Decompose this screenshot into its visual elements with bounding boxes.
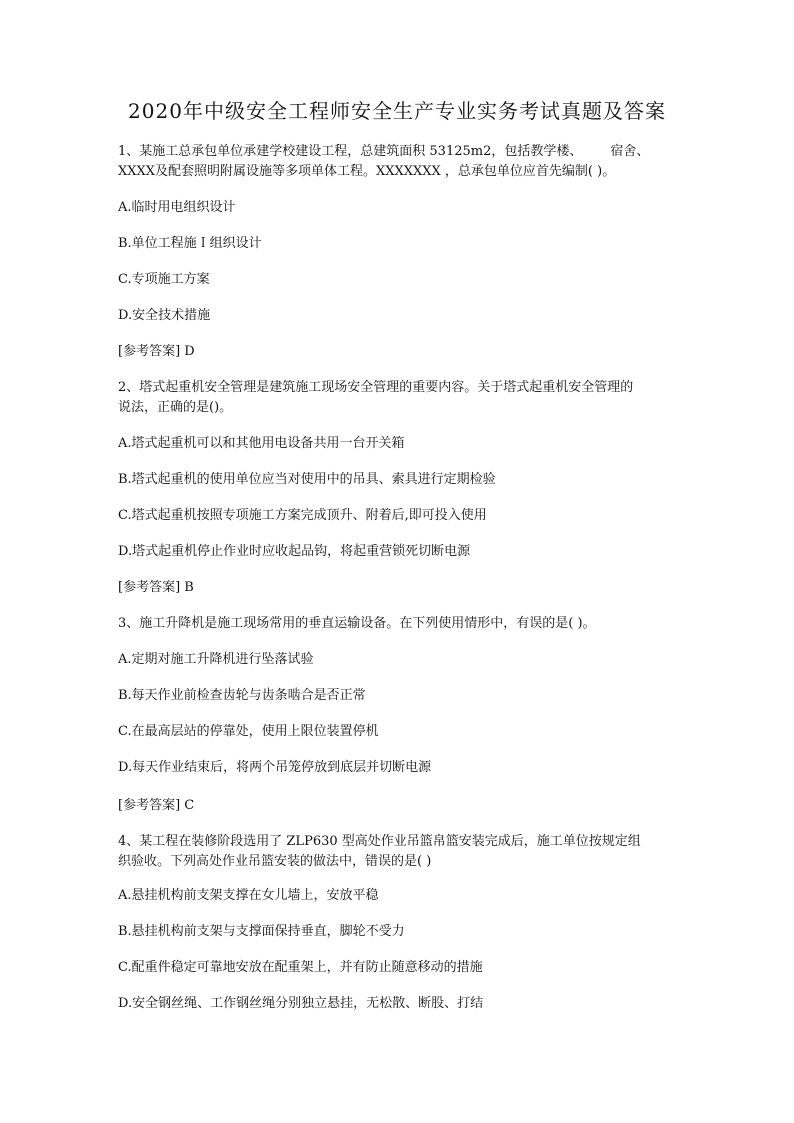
question-3-option-a: A.定期对施工升降机进行坠落试验 bbox=[118, 652, 314, 667]
question-1-stem-part-a: 1、某施工总承包单位承建学校建设工程，总建筑面积 53125m2，包括教学楼、 bbox=[118, 144, 583, 159]
question-3-answer: [参考答案] C bbox=[118, 798, 195, 813]
question-1-option-c: C.专项施工方案 bbox=[118, 272, 210, 287]
question-3-option-b: B.每天作业前检查齿轮与齿条啮合是否正常 bbox=[118, 688, 366, 703]
question-2-option-c: C.塔式起重机按照专项施工方案完成顶升、附着后,即可投入使用 bbox=[118, 508, 487, 523]
question-3-stem-line-1: 3、施工升降机是施工现场常用的垂直运输设备。在下列使用情形中，有误的是( )。 bbox=[118, 616, 596, 631]
question-2-option-b: B.塔式起重机的使用单位应当对使用中的吊具、索具进行定期检验 bbox=[118, 472, 496, 487]
question-2-stem-line-2: 说法，正确的是()。 bbox=[118, 400, 233, 415]
question-4-option-d: D.安全钢丝绳、工作钢丝绳分别独立悬挂，无松散、断股、打结 bbox=[118, 996, 484, 1011]
question-2-option-d: D.塔式起重机停止作业时应收起品钩，将起重营锁死切断电源 bbox=[118, 544, 471, 559]
question-4-stem-line-2: 织验收。下列高处作业吊篮安装的做法中，错误的是( ) bbox=[118, 854, 432, 869]
question-4-option-a: A.悬挂机构前支架支撑在女儿墙上，安放平稳 bbox=[118, 888, 379, 903]
question-3-option-d: D.每天作业结束后，将两个吊笼停放到底层并切断电源 bbox=[118, 760, 432, 775]
question-1-stem-line-1 bbox=[118, 142, 678, 162]
question-3-option-c: C.在最高层站的停靠处，使用上限位装置停机 bbox=[118, 724, 379, 739]
question-2-answer: [参考答案] B bbox=[118, 580, 194, 595]
question-4-stem-line-1: 4、某工程在装修阶段选用了 ZLP630 型高处作业吊篮帛篮安装完成后，施工单位按规定组 bbox=[118, 834, 641, 849]
question-1-option-b: B.单位工程施Ｉ组织设计 bbox=[118, 236, 262, 251]
question-4-option-b: B.悬挂机构前支架与支撑面保持垂直，脚轮不受力 bbox=[118, 924, 405, 939]
question-2-option-a: A.塔式起重机可以和其他用电设备共用一台开关箱 bbox=[118, 436, 405, 451]
question-1-stem-part-b: 宿舍、 bbox=[610, 144, 650, 159]
question-1-option-d: D.安全技术措施 bbox=[118, 308, 211, 323]
question-1-option-a: A.临时用电组织设计 bbox=[118, 200, 236, 215]
page-title: 2020年中级安全工程师安全生产专业实务考试真题及答案 bbox=[128, 99, 666, 123]
question-1-stem-line-2: XXXX及配套照明附属设施等多项单体工程。XXXXXXX ，总承包单位应首先编制( )。 bbox=[118, 164, 616, 179]
question-4-option-c: C.配重件稳定可靠地安放在配重架上，并有防止随意移动的措施 bbox=[118, 960, 483, 975]
question-1-answer: [参考答案] D bbox=[118, 344, 195, 359]
question-2-stem-line-1: 2、塔式起重机安全管理是建筑施工现场安全管理的重要内容。关于塔式起重机安全管理的 bbox=[118, 380, 634, 395]
